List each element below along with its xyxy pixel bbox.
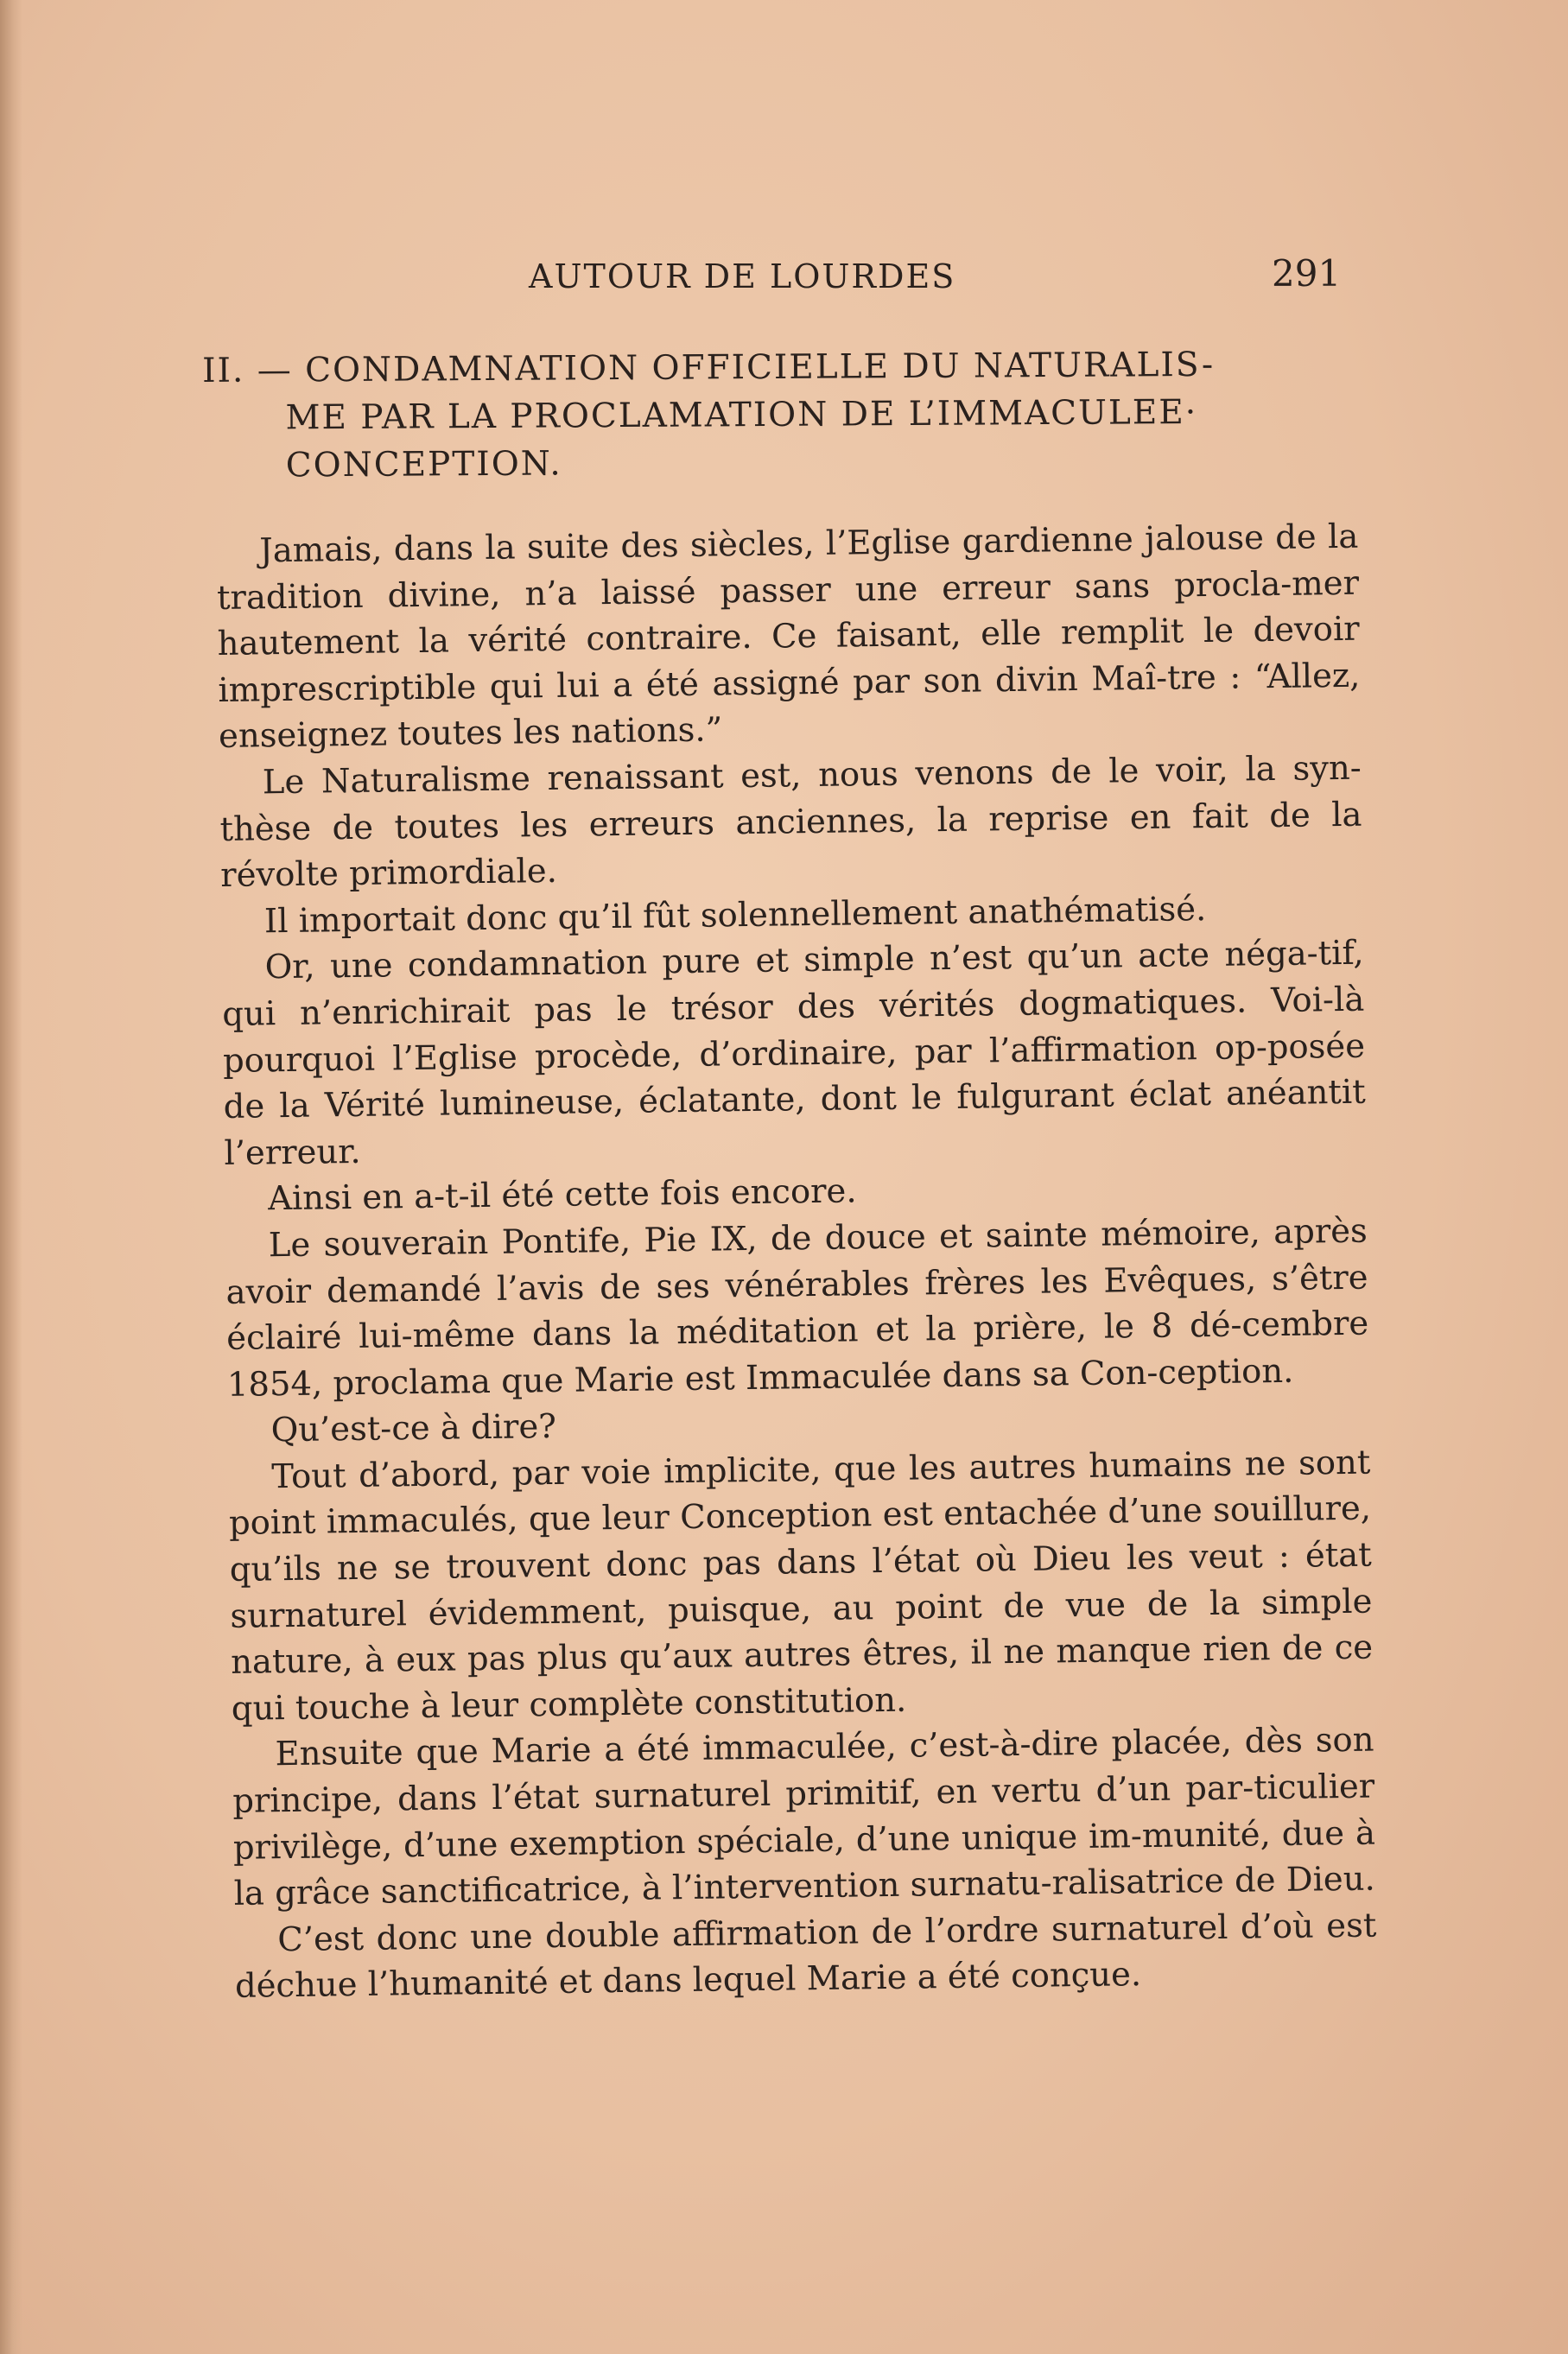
page-gutter-shadow <box>0 0 22 2354</box>
paragraph: Le souverain Pontife, Pie IX, de douce et sainte mémoire, après avoir demandé l’avis de ses vénérables frères les Evêques, s’être éclairé lui-même dans la méditation et la prière, le 8 dé-cembre 1854, proclama que Marie est Immaculée dans sa Con-ception. <box>225 1211 1369 1405</box>
paragraph: Le Naturalisme renaissant est, nous venons de le voir, la syn-thèse de toutes les erreurs anciennes, la reprise en fait de la révolte primordiale. <box>219 748 1362 896</box>
paragraph: Tout d’abord, par voie implicite, que les autres humains ne sont point immaculés, que leur Conception est entachée d’une souillure, qu’ils ne se trouvent donc pas dans l’état où Dieu les veut : état surnaturel évidemment, puisque, au point de vue de la simple nature, à eux pas plus qu’aux autres êtres, il ne manque rien de ce qui touche à leur complète constitution. <box>228 1443 1374 1729</box>
paragraph: Jamais, dans la suite des siècles, l’Eglise gardienne jalouse de la tradition divine, n’a laissé passer une erreur sans procla-mer hautement la vérité contraire. Ce faisant, elle remplit le devoir imprescriptible qui lui a été assigné par son divin Maî-tre : “Allez, enseignez toutes les nations.” <box>216 517 1361 757</box>
section-heading <box>202 340 1361 490</box>
paragraph: Ensuite que Marie a été immaculée, c’est-à-dire placée, dès son principe, dans l’état surnaturel primitif, en vertu d’un par-ticulier privilège, d’une exemption spéciale, d’une unique im-munité, due à la grâce sanctificatrice, à l’intervention surnatu-ralisatrice de Dieu. <box>232 1721 1376 1914</box>
section-heading-line: CONCEPTION. <box>285 444 562 485</box>
paragraph: C’est donc une double affirmation de l’ordre surnaturel d’où est déchue l’humanité et dans lequel Marie a été conçue. <box>234 1906 1377 2007</box>
section-heading-line: ME PAR LA PROCLAMATION DE L’IMMACULEE· <box>285 392 1198 438</box>
paragraph: Or, une condamnation pure et simple n’est qu’un acte néga-tif, qui n’enrichirait pas le trésor des vérités dogmatiques. Voi-là pourquoi l’Eglise procède, d’ordinaire, par l’affirmation op-posée de la Vérité lumineuse, éclatante, dont le fulgurant éclat anéantit l’erreur. <box>222 933 1366 1173</box>
paragraph: Qu’est-ce à dire? <box>270 1407 557 1450</box>
page-number: 291 <box>1272 252 1342 295</box>
running-head: AUTOUR DE LOURDES <box>529 257 956 295</box>
paragraph: Il importait donc qu’il fût solennellement anathématisé. <box>263 889 1207 942</box>
paragraph: Ainsi en a-t-il été cette fois encore. <box>267 1171 857 1219</box>
section-heading-line: II. — CONDAMNATION OFFICIELLE DU NATURALIS- <box>202 345 1216 390</box>
body-text <box>216 514 1377 2010</box>
